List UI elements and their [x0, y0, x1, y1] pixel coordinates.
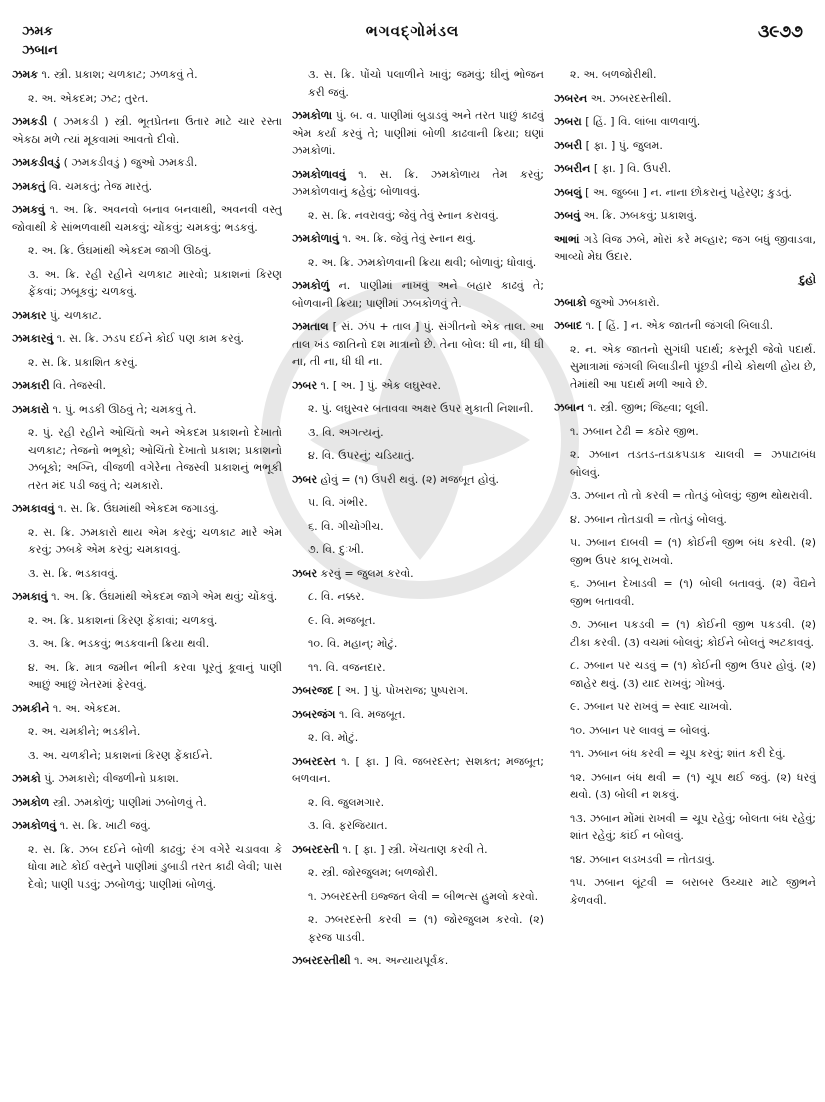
dictionary-entry: ૭. ઝબાન પકડવી = (૧) કોઈની જીભ પકડવી. (૨) ટીકા કરવી. (૩) વચમાં બોલવું; કોઈને બોલતું અટકાવવું.	[570, 618, 816, 649]
dictionary-entry: ૯. ઝબાન પર રાખવું = સ્વાદ ચાખવો.	[570, 700, 733, 713]
dictionary-entry: ઝમકોળું ન. પાણીમાં નાખવું અને બહાર કાઢવું તે; બોળવાની ક્રિયા; પાણીમાં ઝબકોળવું તે.	[292, 279, 544, 310]
dictionary-entry: ૯. વિ. મજબૂત.	[308, 613, 376, 627]
dictionary-entry: ઝમકારી વિ. તેજસ્વી.	[12, 379, 107, 392]
dictionary-entry: ૨. સ. ક્રિ. ઝમકારો થાય એમ કરવું; ચળકાટ મારે એમ કરવું; ઝબકે એમ કરવું; ચમકાવવું.	[28, 525, 282, 556]
dictionary-entry: ઝમકવું ૧. અ. ક્રિ. અવનવો બનાવ બનવાથી, અવનવી વસ્તુ જોવાથી કે સાંભળવાથી ચમકવું; ચોંકવું; ચમકવું; ભડકવું.	[12, 203, 282, 234]
headword: ઝબરદસ્તી	[292, 842, 340, 856]
dictionary-entry: ૨. ઝબરદસ્તી કરવી = (૧) જોરજુલમ કરવો. (૨) ફરજ પાડવી.	[308, 913, 544, 944]
headword: ઝબલું	[554, 185, 582, 199]
dictionary-entry: ઝમક ૧. સ્ત્રી. પ્રકાશ; ચળકાટ; ઝળકવું તે.	[12, 68, 198, 81]
dictionary-entry: ઝબરજંગ ૧. વિ. મજબૂત.	[292, 707, 406, 721]
dictionary-entry: ૪. ઝબાન તોતડાવી = તોતડું બોલવું.	[570, 512, 727, 526]
column-3	[554, 66, 816, 1094]
dictionary-entry: ૬. ઝબાન દેખાડવી = (૧) બોલી બતાવવું. (૨) વૈદ્યને જીભ બતાવવી.	[570, 577, 816, 608]
dictionary-entry: ૨. સ. ક્રિ. નવરાવવું; જેવું તેવું સ્નાન કરાવવું.	[308, 208, 499, 222]
headword: ઝબર	[292, 566, 318, 580]
dictionary-entry: ૩. અ. ચળકીને; પ્રકાશનાં કિરણ ફેંકાઈને.	[28, 748, 213, 762]
dictionary-entry: ૩. વિ. ફરજિયાત.	[308, 819, 388, 832]
headword: ઝબાદ	[554, 319, 583, 332]
headword: ઝબરજંગ	[292, 707, 336, 721]
headword: ઝબરા	[554, 115, 582, 128]
dictionary-entry: ૧. ઝબરદસ્તી ઇજ્જત લેવી = બીભત્સ હુમલો કરવો.	[308, 889, 539, 903]
dictionary-entry: ઝબરી [ ફા. ] પું. જુલમ.	[554, 138, 663, 152]
dictionary-entry: ૩. સ. ક્રિ. પોંચો પલાળીને ખાવું; જમવું; ઘીનું ભોજન કરી જવું.	[308, 68, 544, 99]
dictionary-entry: ઝમકાવું ૧. અ. ક્રિ. ઉંઘમાંથી એકદમ જાગે એમ થવું; ચોંકવું.	[12, 590, 278, 603]
headword: ઝબરદસ્ત	[292, 754, 336, 768]
dictionary-entry: ઝબરન અ. ઝબરદસ્તીથી.	[554, 91, 672, 105]
headword: ઝબાન	[554, 401, 585, 414]
dictionary-entry: ઝબર કરવું = જુલમ કરવો.	[292, 566, 414, 580]
dictionary-entry: ઝબરજદ [ અ. ] પું. પોખરાજ; પુષ્પરાગ.	[292, 684, 469, 697]
headword: ઝમકવું	[12, 203, 45, 216]
dictionary-entry: ૩. સ. ક્રિ. ભડકાવવું.	[28, 566, 118, 580]
dictionary-entry: ઝબાદ ૧. [ હિં. ] ન. એક જાતની જંગલી બિલાડી.	[554, 319, 774, 332]
dictionary-entry: ૬. વિ. ગીચોગીચ.	[308, 519, 384, 533]
dictionary-entry: ઝબર ૧. [ અ. ] પું. એક લઘુસ્વર.	[292, 378, 442, 392]
headword: આભાં	[554, 232, 580, 246]
page-header	[10, 10, 815, 60]
dictionary-entry: ઝબરદસ્ત ૧. [ ફા. ] વિ. જબરદસ્ત; સશક્ત; મજબૂત; બળવાન.	[292, 754, 544, 785]
dictionary-entry: ૪. અ. ક્રિ. માત્ર જમીન ભીની કરવા પૂરતું કૂવાનું પાણી આછું આછું ખેતરમાં ફેરવવું.	[28, 660, 282, 691]
dictionary-entry: ૩. વિ. અગત્યનું.	[308, 425, 384, 439]
dictionary-entry: ૧૧. ઝબાન બંધ કરવી = ચૂપ કરવું; શાંત કરી દેવું.	[570, 747, 786, 760]
headword: ઝમકો	[12, 772, 41, 785]
guide-word-first: ઝમક	[22, 24, 53, 39]
dictionary-entry: ૨. અ. ક્રિ. ઝમકોળવાની ક્રિયા થવી; બોળાવું; ધોવાવું.	[308, 255, 537, 269]
headword: ઝમકડીવડું	[12, 156, 61, 169]
headword: ઝમકોળાવવું	[292, 167, 346, 181]
dictionary-entry: ઝમકોળ સ્ત્રી. ઝમકોળું; પાણીમાં ઝબોળવું તે.	[12, 795, 207, 809]
dictionary-entry: ૩. અ. ક્રિ. રહી રહીને ચળકાટ મારવો; પ્રકાશનાં કિરણ ફેંકવાં; ઝબૂકવું; ચળકવું.	[28, 267, 282, 298]
dictionary-entry: ૧૦. વિ. મહાન્; મોટું.	[308, 637, 398, 650]
headword: ઝબરી	[554, 138, 583, 152]
headword: ઝબરદસ્તીથી	[292, 954, 351, 967]
headword: ઝમતાલ	[292, 320, 329, 333]
headword: ઝબરન	[554, 91, 588, 105]
guide-word-last: ઝબાન	[22, 43, 58, 58]
dictionary-entry: ૭. વિ. દુઃખી.	[308, 543, 364, 556]
dictionary-entry: ૨. પું. રહી રહીને ઓચિંતો અને એકદમ પ્રકાશનો દેખાતો ચળકાટ; તેજનો ભભૂકો; ઓચિંતો દેખાતો પ્રકાશ; પ્રકાશનો ઝબૂકો; અગ્નિ, વીજળી વગેરેના તેજસ્વી પ્રકાશનું ભભૂકી તરત મંદ પડી જવું તે; ચમકારો.	[28, 426, 282, 492]
headword: ઝમકોળા	[292, 109, 333, 122]
dictionary-entry: ઝમકારો ૧. પું. ભડકી ઊઠવું તે; ચમકવું તે.	[12, 402, 197, 416]
headword: ઝમકોળવું	[12, 819, 57, 832]
dictionary-entry: ૫. ઝબાન દાબવી = (૧) કોઈની જીભ બંધ કરવી. (૨) જીભ ઉપર કાબૂ રાખવો.	[570, 536, 816, 567]
dictionary-entry: ૩. અ. ક્રિ. ભડકવું; ભડકવાની ક્રિયા થવી.	[28, 637, 210, 650]
page-title: ભગવદ્ગોમંડલ	[365, 22, 460, 40]
column-2	[292, 66, 544, 1094]
dictionary-entry: ૪. વિ. ઉપરનું; ચડિયાતું.	[308, 449, 415, 462]
dictionary-entry: ૧૫. ઝબાન લૂંટવી = બરાબર ઉચ્ચાર માટે જીભને કેળવવી.	[570, 876, 816, 907]
headword: ઝબરીન	[554, 162, 591, 175]
dictionary-entry: ૨. અ. બળજોરીથી.	[570, 68, 657, 81]
dictionary-entry: ૨. અ. ક્રિ. પ્રકાશનાં કિરણ ફેંકાવાં; ચળકવું.	[28, 613, 218, 627]
dictionary-entry: ઝબાન ૧. સ્ત્રી. જીભ; જિહ્વા; લૂલી.	[554, 401, 709, 414]
dictionary-entry: ઝબરદસ્તી ૧. [ ફા. ] સ્ત્રી. ખેંચતાણ કરવી તે.	[292, 842, 488, 856]
dictionary-entry: ૨. ઝબાન તડતડ-તડાકપડાક ચાલવી = ઝપાટાબંધ બોલવું.	[570, 448, 816, 479]
dictionary-entry: ૨. સ. ક્રિ. પ્રકાશિત કરવું.	[28, 355, 138, 369]
dictionary-entry: ઝમકડી ( ઝમકડી ) સ્ત્રી. ભૂતપ્રેતના ઉતાર માટે ચાર રસ્તા એકઠા મળે ત્યાં મૂકવામાં આવતો દીવો.	[12, 115, 282, 146]
dictionary-entry: ઝમકોળવું ૧. સ. ક્રિ. ખાટી જવું.	[12, 819, 151, 832]
dictionary-columns	[12, 66, 817, 1094]
headword: ઝમકાવું	[12, 590, 48, 603]
column-1	[12, 66, 282, 1094]
dictionary-entry: ૨. સ. ક્રિ. ઝબ દઈને બોળી કાઢવું; રંગ વગેરે ચડાવવા કે ધોવા માટે કોઈ વસ્તુને પાણીમાં ડુબાડી તરત કાઢી લેવી; પાસ દેવો; પાણી પડવું; ઝબોળવું; પાણીમાં બોળવું.	[28, 842, 282, 891]
dictionary-entry: ઝમકોળા પું. બ. વ. પાણીમાં બુડાડવું અને તરત પાછું કાઢવું એમ કર્યા કરવું તે; પાણીમાં બોળી કાઢવાની ક્રિયા; ઘણાં ઝમકોળાં.	[292, 109, 544, 157]
dictionary-entry: ઝમકતું વિ. ચમકતું; તેજ મારતું.	[12, 179, 153, 193]
dictionary-entry: ઝબવું અ. ક્રિ. ઝબકવું; પ્રકાશવું.	[554, 209, 698, 222]
dictionary-entry: ૨. સ્ત્રી. જોરજુલમ; બળજોરી.	[308, 866, 438, 879]
dictionary-entry: આભાં ગડે વિજ ઝબે, મોરાં કરે મલ્હાર; જગ બધું જીવાડવા, આવ્યો મેઘ ઉદાર.	[554, 232, 816, 263]
headword: ઝમકાર	[12, 308, 47, 322]
dictionary-entry: ૧૨. ઝબાન બંધ થવી = (૧) ચૂપ થઈ જવું. (૨) ધરવું થવો. (૩) બોલી ન શકવું.	[570, 770, 816, 801]
headword: ઝબાકો	[554, 295, 587, 309]
dictionary-entry: ૨. ન. એક જાતનો સુગંધી પદાર્થ; કસ્તૂરી જેવો પદાર્થ. સુમાત્રામાં જંગલી બિલાડીની પૂંછડી નીચે કોથળી હોય છે, તેમાંથી આ પદાર્થ મળી આવે છે.	[570, 342, 816, 391]
headword: ઝબર	[292, 378, 318, 392]
headword: ઝમકારવું	[12, 332, 54, 345]
headword: ઝબરજદ	[292, 684, 334, 697]
headword: ઝબવું	[554, 209, 581, 222]
headword: ઝમકારી	[12, 379, 50, 392]
dictionary-entry: ઝમકારવું ૧. સ. ક્રિ. ઝડપ દઈને કોઈ પણ કામ કરવું.	[12, 332, 245, 345]
dictionary-entry: ૨. વિ. જુલમગાર.	[308, 795, 385, 809]
headword: ઝમક	[12, 68, 39, 81]
dictionary-entry: ૨. વિ. મોટું.	[308, 731, 359, 744]
headword: ઝમકડી	[12, 115, 48, 128]
headword: ઝમકતું	[12, 179, 46, 193]
dictionary-entry: ઝબરીન [ ફા. ] વિ. ઉપરી.	[554, 162, 672, 175]
page-number: ૩૯૭૭	[757, 22, 803, 42]
dictionary-entry: ૨. અ. એકદમ; ઝટ; તુરત.	[28, 91, 149, 105]
dictionary-entry: ૫. વિ. ગંભીર.	[308, 496, 368, 509]
dictionary-entry: ઝમતાલ [ સં. ઝંપ + તાલ ] પું. સંગીતનો એક તાલ. આ તાલ ખંડ જાતિનો દશ માત્રાનો છે. તેના બોલ: ધી ના, ધી ધી ના, તી ના, ધી ધી ના.	[292, 320, 544, 368]
dictionary-entry: ઝમકો પું. ઝમકારો; વીજળીનો પ્રકાશ.	[12, 772, 179, 785]
dictionary-entry: ઝમકીને ૧. અ. એકદમ.	[12, 701, 121, 715]
dictionary-entry: ૮. વિ. નક્કર.	[308, 590, 365, 603]
headword: ઝમકીને	[12, 701, 50, 715]
dictionary-entry: ઝબલું [ અ. જુબ્બા ] ન. નાના છોકરાનું પહેરણ; કુડતું.	[554, 185, 793, 199]
headword: ઝમકાવવું	[12, 502, 55, 515]
dictionary-entry: ૩. ઝબાન તો તો કરવી = તોતડું બોલવું; જીભ થોથરાવી.	[570, 489, 813, 502]
dictionary-entry: ૧. ઝબાન ટેઢી = કઠોર જીભ.	[570, 424, 699, 438]
dictionary-entry: ૧૩. ઝબાન મોંમાં રાખવી = ચૂપ રહેવું; બોલતા બંધ રહેવું; શાંત રહેવું; કાંઈ ન બોલવું.	[570, 811, 816, 842]
dictionary-entry: ૨. અ. ચમકીને; ભડકીને.	[28, 725, 141, 738]
dictionary-entry: ઝબાકો જુઓ ઝબકારો.	[554, 295, 660, 309]
headword: ઝબર	[292, 472, 318, 486]
dictionary-entry: ૨. પું. લઘુસ્વર બતાવવા અક્ષર ઉપર મુકાતી નિશાની.	[308, 402, 534, 415]
dictionary-entry: ઝમકડીવડું ( ઝમકડીવડું ) જુઓ ઝમકડી.	[12, 156, 198, 169]
headword: ઝમકોળું	[292, 279, 330, 292]
dictionary-entry: ઝબર હોવું = (૧) ઉપરી થવું. (૨) મજબૂત હોવું.	[292, 472, 499, 486]
headword: ઝમકોળાવું	[292, 232, 339, 245]
dictionary-entry: ઝમકોળાવું ૧. અ. ક્રિ. જેવું તેવું સ્નાન થવું.	[292, 232, 476, 245]
dictionary-entry: ૧૪. ઝબાન લડખડવી = તોતડાવું.	[570, 852, 715, 866]
headword: ઝમકોળ	[12, 795, 50, 809]
dictionary-entry: ૨. અ. ક્રિ. ઉંઘમાંથી એકદમ જાગી ઊઠવું.	[28, 244, 212, 257]
dictionary-entry: ઝબરા [ હિં. ] વિ. લાંબા વાળવાળું.	[554, 115, 701, 128]
dictionary-entry: ૮. ઝબાન પર ચડવું = (૧) કોઈની જીભ ઉપર હોવું. (૨) જાહેર થવું. (૩) યાદ રાખવું; ગોખવું.	[570, 659, 816, 690]
dictionary-entry: ૧૦. ઝબાન પર લાવવું = બોલવું.	[570, 723, 711, 737]
dictionary-entry: ઝમકાર પું. ચળકાટ.	[12, 308, 102, 322]
dictionary-entry: ઝબરદસ્તીથી ૧. અ. અન્યાયપૂર્વક.	[292, 954, 449, 967]
source-note: દુહો	[799, 272, 816, 286]
dictionary-entry: ઝમકાવવું ૧. સ. ક્રિ. ઉંઘમાંથી એકદમ જગાડવું.	[12, 502, 219, 515]
headword: ઝમકારો	[12, 402, 50, 416]
dictionary-entry: ૧૧. વિ. વજનદાર.	[308, 660, 386, 674]
dictionary-entry: ઝમકોળાવવું ૧. સ. ક્રિ. ઝમકોળાય તેમ કરવું; ઝમકોળવાનું કહેવું; બોળાવવું.	[292, 167, 544, 198]
